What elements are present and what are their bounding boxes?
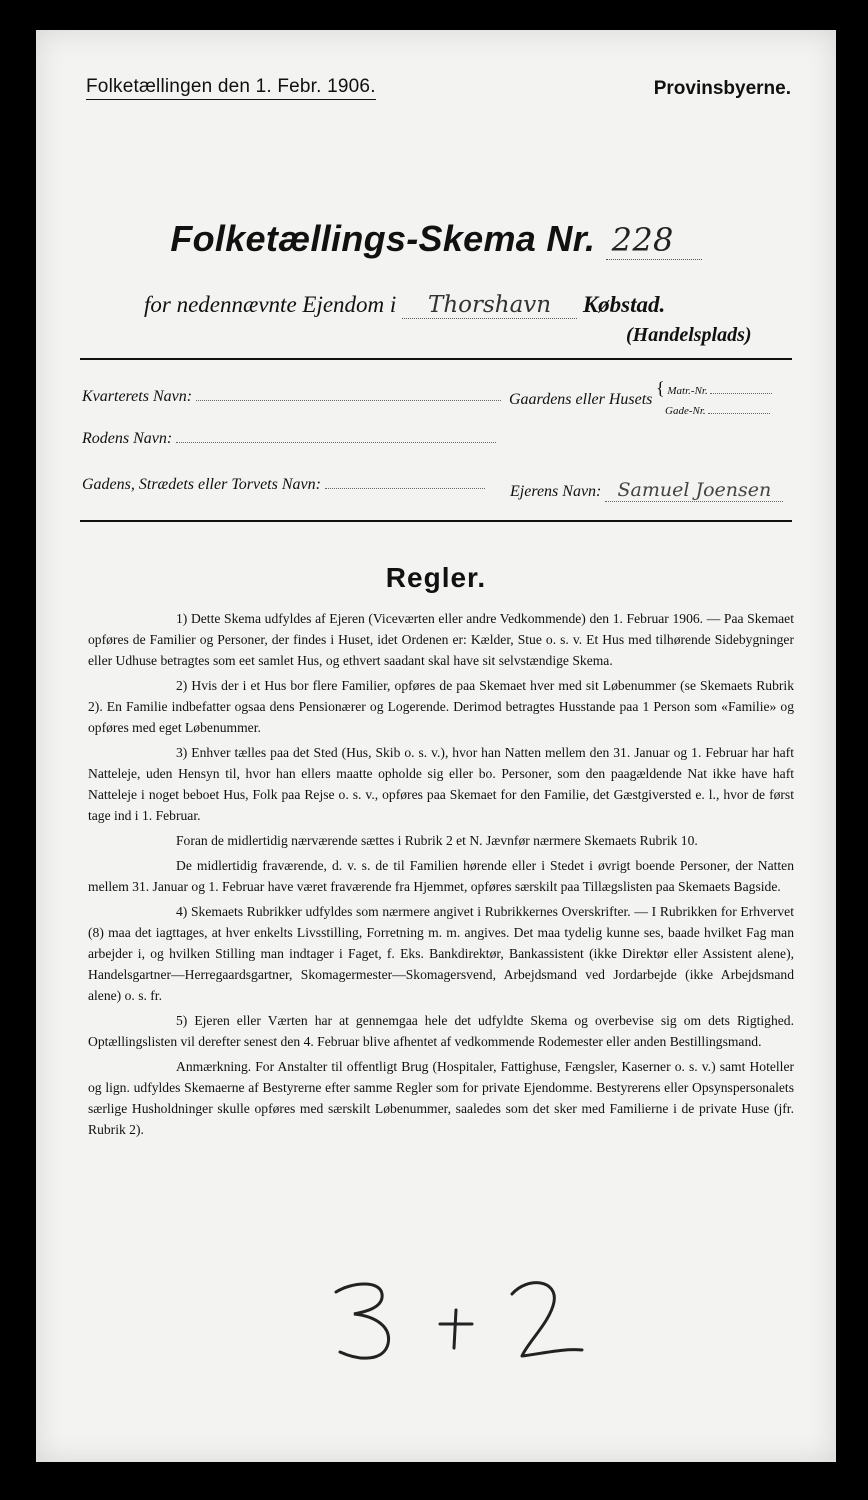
field-gade-label: Gadens, Strædets eller Torvets Navn: (82, 476, 321, 493)
field-gaard-label: Gaardens eller Husets (509, 391, 653, 408)
rule-2: 2) Hvis der i et Hus bor flere Familier, opføres de paa Skemaet hver med sit Løbenummer (se Skemaets Rubrik 2). En Familie indbefatter ogsaa dens Pensionærer og Logerende. Derimod betragtes Husstande paa 1 Person som «Familie» og opføres med eget Løbenummer. (88, 678, 794, 735)
form-number-handwritten: 228 (606, 221, 702, 260)
field-kvarter-label: Kvarterets Navn: (82, 388, 193, 405)
field-gaard (509, 391, 652, 409)
field-gade-line (325, 476, 485, 489)
field-gade (82, 476, 485, 494)
rule-1: 1) Dette Skema udfyldes af Ejeren (Viceværten eller andre Vedkommende) den 1. Februar 1906. — Paa Skemaet opføres de Familier og Personer, der findes i Huset, idet Ordenen er: Kælder, Stue o. s. v. Et Hus med tilhørende Sidebygninger eller Udhuse betragtes som eet samlet Hus, og ethvert saadant skal have sit selvstændige Skema. (88, 611, 794, 668)
handwritten-tally-3-plus-2 (332, 1260, 592, 1370)
matr-row: { Matr.-Nr. (656, 378, 772, 401)
form-subtitle (144, 292, 665, 319)
gade-nr-row (665, 401, 772, 421)
field-ejer (510, 479, 783, 502)
matr-line (710, 385, 772, 394)
gade-nr-line (708, 405, 770, 414)
form-title (36, 218, 836, 260)
subtitle-suffix: Købstad. (582, 292, 666, 317)
rule-3: 3) Enhver tælles paa det Sted (Hus, Skib o. s. v.), hvor han Natten mellem den 31. Januar og 1. Februar har haft Natteleje, uden Hensyn til, hvor han ellers maatte opholde sig eller bo. Personer, som den paagældende Nat ikke have haft Natteleje i noget beboet Hus, Folk paa Rejse o. s. v., opføres paa Skemaet for den Familie, det Gæstgiversted e. l., hvor de først tage ind i 1. Februar. (88, 745, 794, 823)
divider-top (80, 358, 792, 360)
field-kvarter-line (196, 388, 501, 401)
place-handwritten: Thorshavn (402, 292, 577, 319)
owner-name-handwritten: Samuel Joensen (605, 479, 783, 502)
rule-3-note-present: Foran de midlertidig nærværende sættes i Rubrik 2 et N. Jævnfør nærmere Skemaets Rubrik 10. (176, 833, 698, 848)
rule-4: 4) Skemaets Rubrikker udfyldes som nærmere angivet i Rubrikkernes Overskrifter. — I Rubrikken for Erhvervet (8) maa det iagttages, at hver enkelts Livsstilling, Forretning m. m. angives. Det maa tydelig kunne ses, baade hvilket Fag man arbejder i, og hvilken Stilling man indtager i Faget, f. Eks. Bankdirektør, Bankassistent (ikke Direktør eller Assistent alene), Handelsgartner—Herregaardsgartner, Skomagermester—Skomagersvend, Arbejdsmand ved Jordarbejde (ikke Arbejdsmand alene) o. s. fr. (88, 904, 794, 1003)
matr-label: Matr.-Nr. (667, 385, 708, 397)
header-region: Provinsbyerne. (653, 78, 791, 99)
field-rode (82, 430, 496, 448)
field-gaard-numbers (656, 378, 772, 421)
rule-annotation: Anmærkning. For Anstalter til offentligt Brug (Hospitaler, Fattighuse, Fængsler, Kaserner o. s. v.) samt Hoteller og lign. udfyldes Skemaerne af Bestyrerne efter samme Regler som for private Ejendomme. Bestyrerens eller Opsynspersonalets særlige Husholdninger skulle opføres med særskilt Løbenummer, saaledes som det sker med Familierne i de private Huse (jfr. Rubrik 2). (88, 1059, 794, 1137)
field-rode-line (176, 430, 496, 443)
header-census-date: Folketællingen den 1. Febr. 1906. (86, 76, 376, 100)
rules-body (88, 608, 794, 1144)
rules-heading: Regler. (385, 562, 487, 593)
field-rode-label: Rodens Navn: (82, 430, 173, 447)
field-ejer-label: Ejerens Navn: (510, 483, 602, 500)
gade-nr-label: Gade-Nr. (665, 405, 706, 417)
divider-bottom (80, 520, 792, 522)
rule-5: 5) Ejeren eller Værten har at gennemgaa hele det udfyldte Skema og overbevise sig om dets Rigtighed. Optællingslisten vil derefter senest den 4. Februar blive afhentet af vedkommende Rodemester eller anden Bestillingsmand. (88, 1013, 794, 1049)
subtitle-alt: (Handelsplads) (626, 324, 752, 346)
form-title-label: Folketællings-Skema Nr. (170, 218, 596, 259)
rule-3-note-absent: De midlertidig fraværende, d. v. s. de til Familien hørende eller i Stedet i øvrigt boende Personer, der Natten mellem 31. Januar og 1. Februar have været fraværende fra Hjemmet, opføres særskilt paa Tillægslisten paa Skemaets Bagside. (88, 858, 794, 894)
subtitle-prefix: for nedennævnte Ejendom i (144, 292, 397, 317)
field-kvarter (82, 388, 501, 406)
census-form-page (36, 30, 836, 1462)
